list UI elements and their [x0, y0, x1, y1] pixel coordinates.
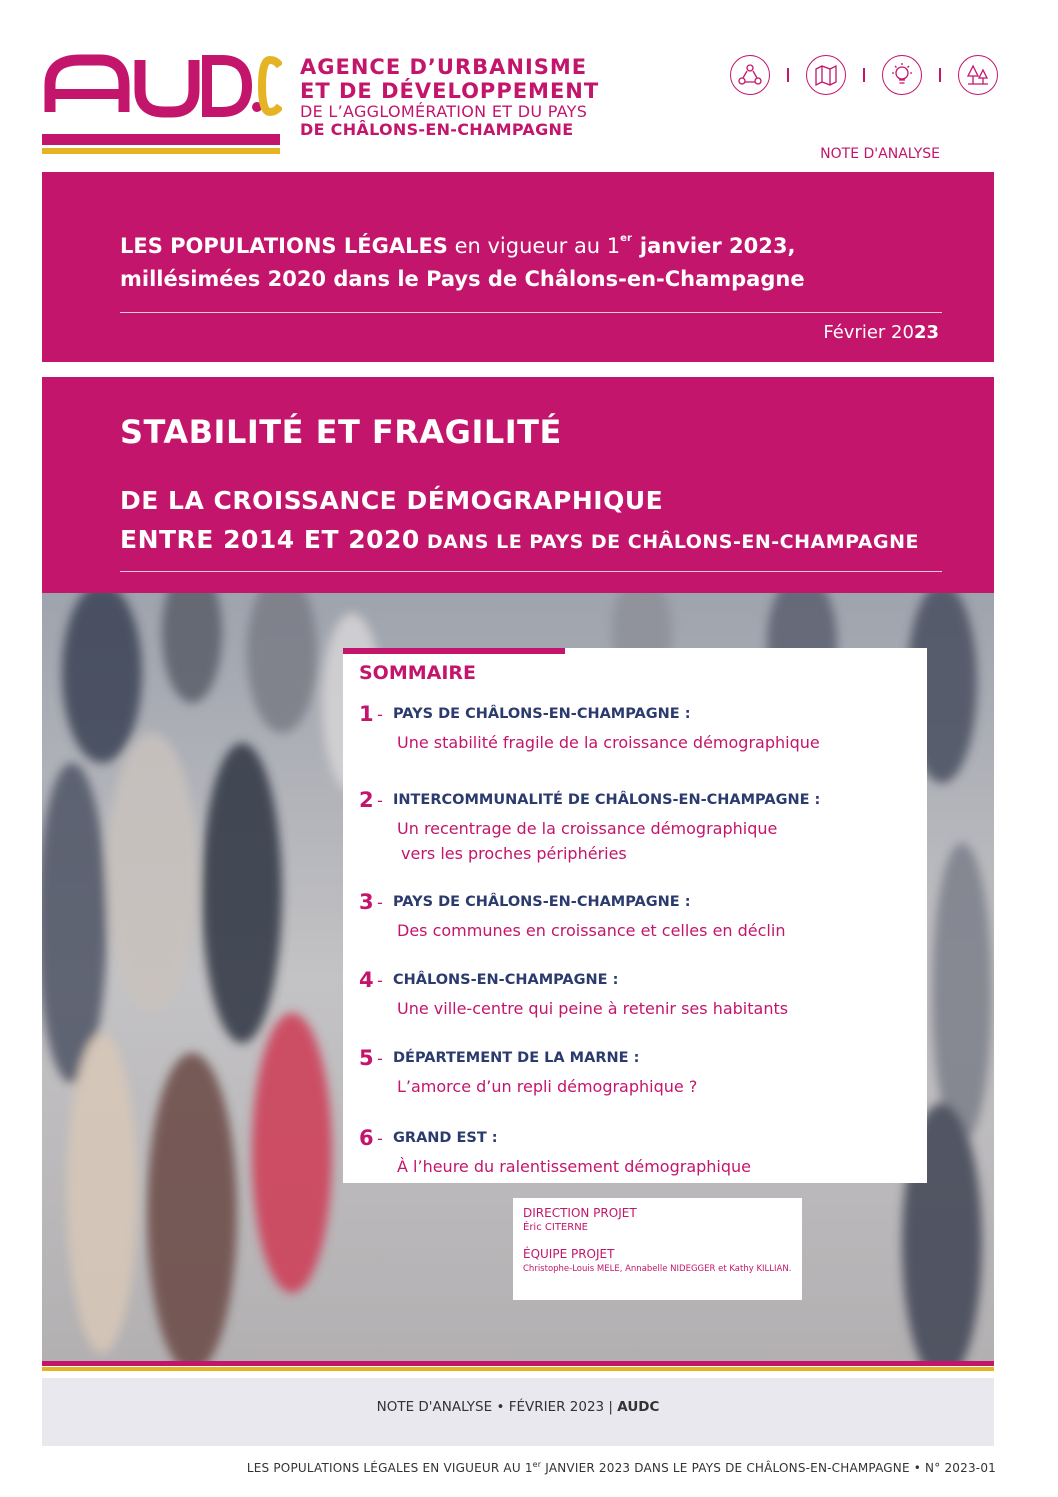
summary-item-text-line1: Un recentrage de la croissance démographique: [397, 819, 778, 838]
summary-item-heading: INTERCOMMUNALITÉ DE CHÂLONS-EN-CHAMPAGNE :: [393, 792, 821, 808]
summary-item-heading: CHÂLONS-EN-CHAMPAGNE :: [393, 972, 619, 988]
direction-label: DIRECTION PROJET: [523, 1206, 637, 1220]
title-superscript: er: [620, 233, 632, 244]
publication-date: [823, 322, 939, 343]
gold-stripe: [42, 1367, 994, 1371]
summary-item-heading: GRAND EST :: [393, 1130, 498, 1146]
lightbulb-icon: [882, 55, 922, 95]
summary-item-dash: -: [377, 1049, 383, 1068]
summary-item-heading: PAYS DE CHÂLONS-EN-CHAMPAGNE :: [393, 706, 691, 722]
icon-separator: [863, 68, 865, 82]
trees-icon: [958, 55, 998, 95]
agency-line1: AGENCE D’URBANISME: [300, 55, 588, 79]
summary-item-heading: PAYS DE CHÂLONS-EN-CHAMPAGNE :: [393, 894, 691, 910]
headline-rule: [120, 571, 942, 572]
team-names: Christophe-Louis MELE, Annabelle NIDEGGER et Kathy KILLIAN.: [523, 1264, 792, 1274]
map-icon: [806, 55, 846, 95]
summary-item-dash: -: [377, 893, 383, 912]
summary-item-dash: -: [377, 1129, 383, 1148]
summary-item-dash: -: [377, 971, 383, 990]
summary-item-text: Des communes en croissance et celles en déclin: [397, 921, 786, 940]
headline-subtitle: [120, 481, 919, 562]
title-line2: millésimées 2020 dans le Pays de Châlons-en-Champagne: [120, 267, 805, 291]
footer-label: NOTE D'ANALYSE • FÉVRIER 2023 |: [376, 1399, 618, 1415]
project-credits: [513, 1198, 802, 1300]
footer-band: [42, 1378, 994, 1446]
people-network-icon: [730, 55, 770, 95]
summary-item-dash: -: [377, 705, 383, 724]
direction-name: Éric CITERNE: [523, 1222, 588, 1233]
reference-part-a: LES POPULATIONS LÉGALES EN VIGUEUR AU 1: [246, 1461, 533, 1475]
summary-item-text: L’amorce d’un repli démographique ?: [397, 1077, 698, 1096]
summary-item-heading: DÉPARTEMENT DE LA MARNE :: [393, 1050, 640, 1066]
title-date-part: janvier 2023,: [639, 234, 796, 258]
summary-item-text: Une ville-centre qui peine à retenir ses habitants: [397, 999, 789, 1018]
headline-title: STABILITÉ ET FRAGILITÉ: [120, 413, 562, 451]
logo-c-letter: [258, 56, 282, 116]
reference-part-b: JANVIER 2023 DANS LE PAYS DE CHÂLONS-EN-CHAMPAGNE • N° 2023-01: [541, 1461, 996, 1475]
summary-item-text: Une stabilité fragile de la croissance démographique: [397, 733, 820, 752]
summary-item-dash: -: [377, 791, 383, 810]
agency-line4: DE CHÂLONS-EN-CHAMPAGNE: [300, 120, 574, 139]
publication-title: [120, 230, 940, 296]
headline-line3-small: DANS LE PAYS DE CHÂLONS-EN-CHAMPAGNE: [419, 531, 919, 553]
summary-item-number: 4: [359, 968, 374, 992]
footer-text: [42, 1399, 994, 1415]
icon-separator: [787, 68, 789, 82]
magenta-stripe: [42, 1361, 994, 1366]
summary-accent-bar: [343, 648, 565, 654]
publication-banner: [42, 172, 994, 362]
summary-item-number: 6: [359, 1126, 374, 1150]
banner-rule: [120, 312, 942, 313]
document-reference: [247, 1460, 996, 1475]
header-icons: [730, 52, 1000, 98]
agency-name: [300, 55, 660, 139]
agency-line3: DE L’AGGLOMÉRATION ET DU PAYS: [300, 102, 588, 121]
icon-separator: [939, 68, 941, 82]
title-bold-part: LES POPULATIONS LÉGALES: [120, 234, 448, 258]
summary-item-number: 5: [359, 1046, 374, 1070]
summary-item-text: À l’heure du ralentissement démographique: [397, 1157, 751, 1176]
title-thin-part: en vigueur au 1: [447, 234, 621, 258]
footer-brand: AUDC: [617, 1399, 660, 1415]
team-label: ÉQUIPE PROJET: [523, 1247, 615, 1261]
summary-item-number: 3: [359, 890, 374, 914]
summary-box: [343, 648, 927, 1183]
note-type-label: NOTE D'ANALYSE: [820, 146, 940, 162]
reference-superscript: er: [532, 1460, 542, 1469]
summary-title: SOMMAIRE: [359, 662, 477, 684]
summary-item-text: [397, 816, 777, 866]
date-prefix: Février 20: [823, 322, 914, 343]
summary-item-number: 2: [359, 788, 374, 812]
headline-line2: DE LA CROISSANCE DÉMOGRAPHIQUE: [120, 486, 664, 515]
date-bold: 23: [913, 322, 939, 343]
headline-banner: [42, 377, 994, 593]
agency-line2: ET DE DÉVELOPPEMENT: [300, 79, 600, 103]
summary-item-number: 1: [359, 702, 374, 726]
headline-line3: ENTRE 2014 ET 2020: [120, 525, 420, 554]
summary-item-text-line2: vers les proches périphéries: [401, 844, 627, 863]
audc-logo: [42, 50, 282, 165]
